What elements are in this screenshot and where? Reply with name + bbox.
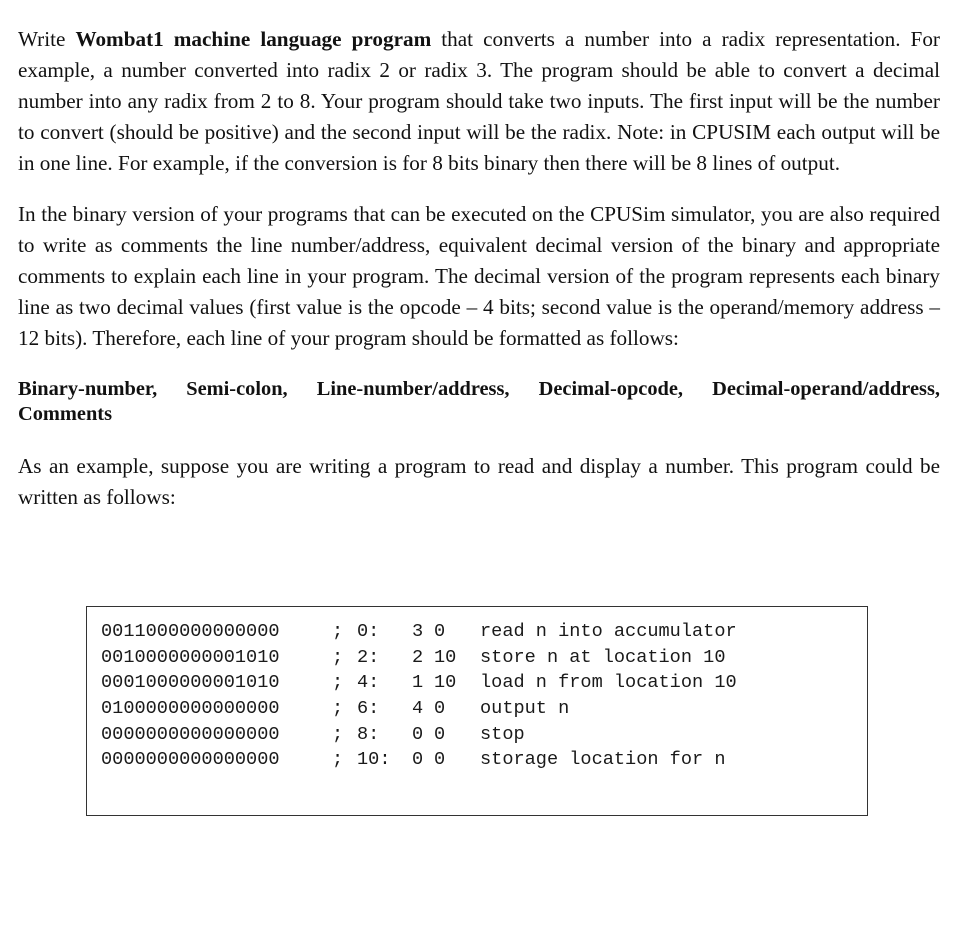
code-opcode: 0 [412, 724, 424, 745]
code-semicolon: ; [332, 672, 344, 693]
code-example-box [86, 606, 868, 816]
code-binary: 0011000000000000 [101, 621, 280, 642]
code-binary: 0000000000000000 [101, 724, 280, 745]
code-operand: 0 [434, 698, 446, 719]
code-comment: storage location for n [480, 749, 726, 770]
code-binary: 0000000000000000 [101, 749, 280, 770]
code-address: 4: [357, 672, 380, 693]
code-address: 10: [357, 749, 391, 770]
task-intro-text: Write [18, 27, 76, 51]
code-operand: 10 [434, 672, 457, 693]
code-opcode: 4 [412, 698, 424, 719]
task-body-text: that converts a number into a radix representation. For example, a number converted into radix 2 or radix 3. The program should be able to convert a decimal number into any radix from 2 to 8. Your program should take two inputs. The first input will be the number to convert (should be positive) and the second input will be the radix. Note: in CPUSIM each output will be in one line. For example, if the conversion is for 8 bits binary then there will be 8 lines of output. [18, 27, 940, 175]
code-semicolon: ; [332, 698, 344, 719]
document-page [18, 24, 940, 513]
task-program-title: Wombat1 machine language program [75, 27, 432, 51]
code-comment: store n at location 10 [480, 647, 726, 668]
code-comment: read n into accumulator [480, 621, 737, 642]
code-opcode: 1 [412, 672, 424, 693]
code-semicolon: ; [332, 647, 344, 668]
code-semicolon: ; [332, 724, 344, 745]
code-comment: output n [480, 698, 570, 719]
code-opcode: 2 [412, 647, 424, 668]
code-operand: 0 [434, 621, 446, 642]
code-address: 2: [357, 647, 380, 668]
code-semicolon: ; [332, 621, 344, 642]
code-opcode: 3 [412, 621, 424, 642]
code-address: 0: [357, 621, 380, 642]
paragraph-formatting-requirements: In the binary version of your programs that can be executed on the CPUSim simulator, you are also required to write as comments the line number/address, equivalent decimal version of the binary and appropriate comments to explain each line in your program. The decimal version of the program represents each binary line as two decimal values (first value is the opcode – 4 bits; second value is the operand/memory address – 12 bits). Therefore, each line of your program should be formatted as follows: [18, 202, 940, 350]
code-line [101, 723, 525, 747]
code-semicolon: ; [332, 749, 344, 770]
code-address: 6: [357, 698, 380, 719]
paragraph-line-format: Binary-number, Semi-colon, Line-number/address, Decimal-opcode, Decimal-operand/address, Comments [18, 378, 940, 425]
code-line [101, 671, 737, 695]
code-binary: 0100000000000000 [101, 698, 280, 719]
code-line [101, 620, 737, 644]
code-address: 8: [357, 724, 380, 745]
code-operand: 0 [434, 749, 446, 770]
code-comment: load n from location 10 [480, 672, 737, 693]
code-line [101, 697, 570, 721]
code-line [101, 646, 726, 670]
code-operand: 10 [434, 647, 457, 668]
code-binary: 0001000000001010 [101, 672, 280, 693]
code-comment: stop [480, 724, 525, 745]
paragraph-example-intro: As an example, suppose you are writing a program to read and display a number. This program could be written as follows: [18, 454, 940, 509]
code-opcode: 0 [412, 749, 424, 770]
code-operand: 0 [434, 724, 446, 745]
code-binary: 0010000000001010 [101, 647, 280, 668]
code-line [101, 748, 726, 772]
paragraph-task-description [18, 24, 940, 179]
